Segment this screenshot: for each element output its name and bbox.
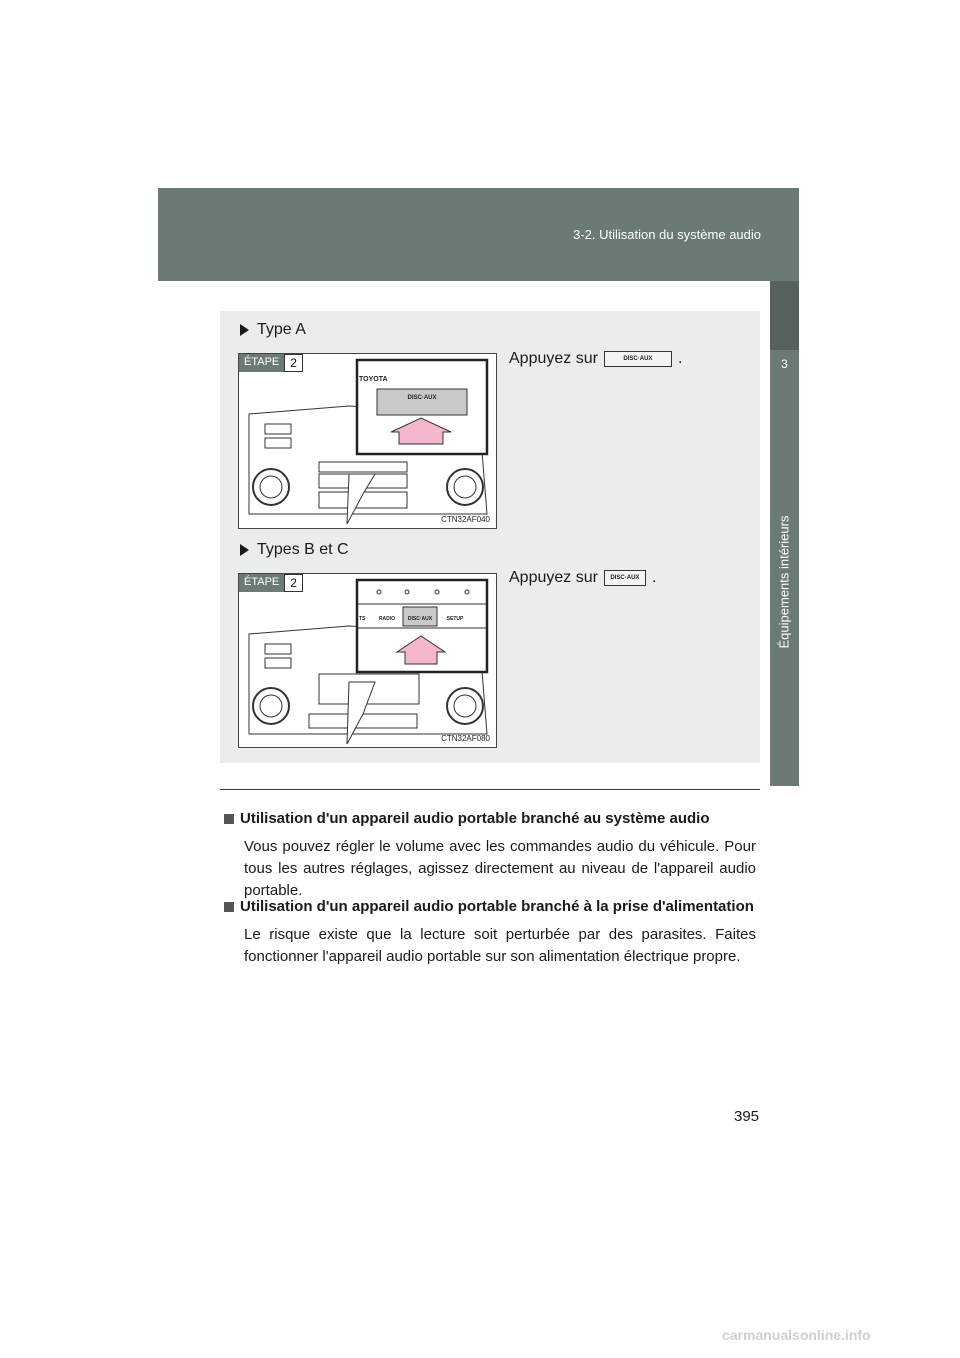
audio-unit-bc-drawing: [239, 574, 496, 747]
section-heading-text: Utilisation d'un appareil audio portable branché à la prise d'alimentation: [240, 898, 754, 915]
square-bullet-icon: [224, 814, 234, 824]
instruction-text: Appuyez sur: [509, 569, 598, 586]
section-body: Le risque existe que la lecture soit perturbée par des parasites. Faites fonctionner l'appareil audio portable sur son alimentation électrique propre.: [244, 926, 756, 965]
side-tab-number: 3: [770, 350, 799, 378]
type-bc-title: Types B et C: [257, 541, 349, 558]
side-tab-top: [770, 281, 799, 350]
type-bc-illustration: [238, 573, 497, 748]
section-body: Vous pouvez régler le volume avec les commandes audio du véhicule. Pour tous les autres réglages, agissez directement au niveau de l'appareil audio portable.: [244, 838, 756, 899]
step-number: 2: [284, 574, 303, 592]
page-number: 395: [734, 1108, 760, 1125]
side-tab-label: Équipements intérieurs: [776, 515, 792, 649]
chapter-header: [158, 188, 799, 281]
step-badge: [239, 574, 303, 592]
section-power-outlet: [224, 896, 756, 968]
section-heading: [224, 808, 756, 830]
panel-btn-setup: SETUP: [446, 616, 464, 622]
type-a-title: Type A: [257, 321, 306, 338]
instruction-text: Appuyez sur: [509, 350, 598, 367]
panel-btn-disc-aux: DISC·AUX: [407, 616, 433, 622]
audio-unit-a-drawing: [239, 354, 496, 528]
panel-btn-ts: TS: [359, 616, 366, 622]
step-number: 2: [284, 354, 303, 372]
section-heading-text: Utilisation d'un appareil audio portable branché au système audio: [240, 810, 710, 827]
section-heading: [224, 896, 756, 918]
section-portable-audio: [224, 808, 756, 902]
bullet-triangle-icon: [240, 324, 249, 336]
type-a-instruction: [509, 350, 682, 368]
panel-btn-radio: RADIO: [378, 616, 396, 622]
step-badge: [239, 354, 303, 372]
highlight-label: DISC·AUX: [407, 395, 437, 401]
type-bc-instruction: [509, 569, 656, 587]
side-tab: [770, 378, 799, 786]
bullet-triangle-icon: [240, 544, 249, 556]
square-bullet-icon: [224, 902, 234, 912]
instruction-end: .: [651, 569, 657, 586]
instruction-end: .: [677, 350, 683, 367]
divider: [220, 789, 760, 790]
illustration-code: CTN32AF040: [441, 515, 490, 524]
type-bc-heading: [240, 541, 349, 559]
type-a-heading: [240, 321, 306, 339]
chapter-title: 3-2. Utilisation du système audio: [573, 227, 761, 242]
disc-aux-button-icon: DISC·AUX: [604, 570, 646, 586]
disc-aux-button-icon: DISC·AUX: [604, 351, 672, 367]
step-label: ÉTAPE: [239, 354, 284, 372]
step-label: ÉTAPE: [239, 574, 284, 592]
illustration-code: CTN32AF080: [441, 734, 490, 743]
brand-text: TOYOTA: [359, 376, 388, 383]
watermark: carmanualsonline.info: [722, 1327, 871, 1343]
type-a-illustration: [238, 353, 497, 529]
